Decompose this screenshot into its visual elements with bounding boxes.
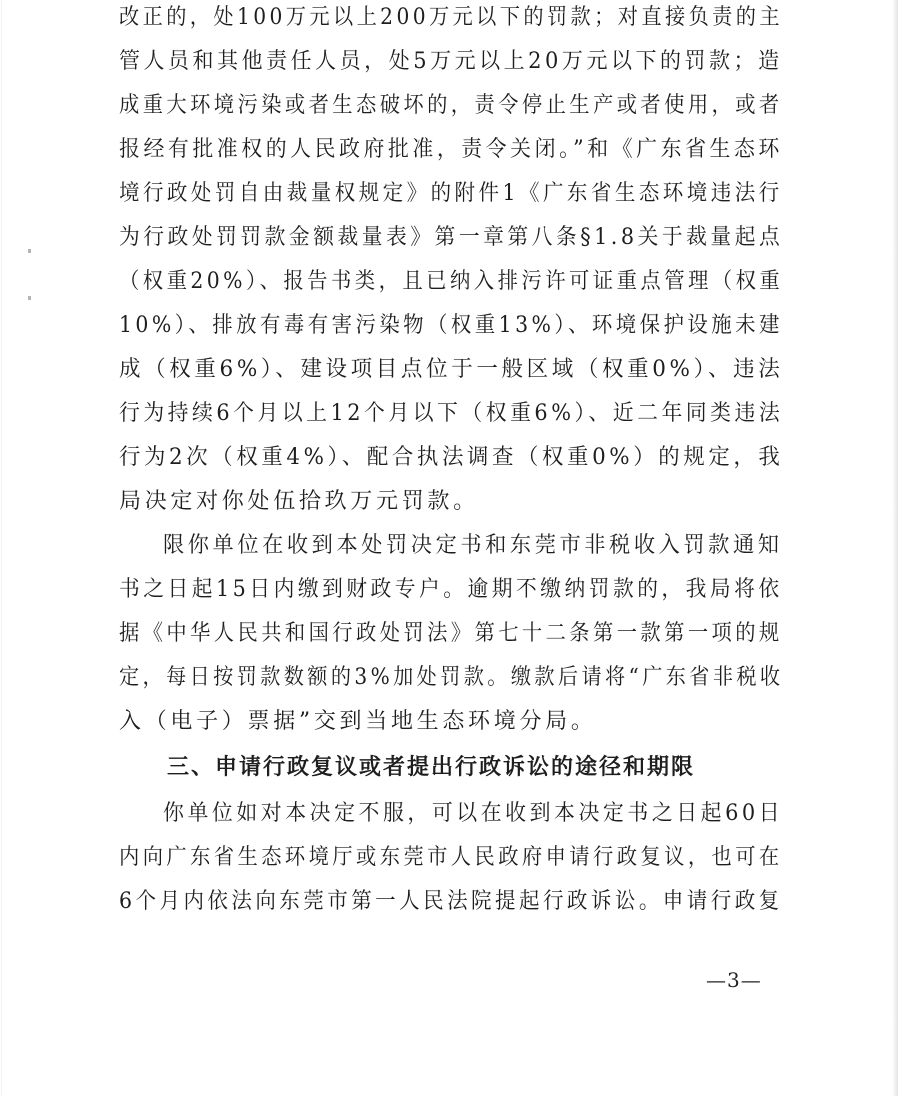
text-line: 管人员和其他责任人员，处5万元以上20万元以下的罚款；造: [119, 49, 783, 74]
text-line: 10%）、排放有毒有害污染物（权重13%）、环境保护设施未建: [119, 313, 783, 338]
paragraph-first-line: 你单位如对本决定不服，可以在收到本决定书之日起60日: [163, 801, 784, 826]
text-line: 内向广东省生态环境厅或东莞市人民政府申请行政复议，也可在: [119, 845, 783, 870]
text-line: 境行政处罚自由裁量权规定》的附件1《广东省生态环境违法行: [119, 181, 783, 206]
text-line: （权重20%）、报告书类，且已纳入排污许可证重点管理（权重: [119, 269, 784, 294]
section-heading: 三、申请行政复议或者提出行政诉讼的途径和期限: [167, 755, 696, 780]
text-line: 为行政处罚罚款金额裁量表》第一章第八条§1.8关于裁量起点: [119, 225, 784, 250]
text-line: 定，每日按罚款数额的3%加处罚款。缴款后请将“广东省非税收: [119, 665, 784, 690]
text-line: 报经有批准权的人民政府批准，责令关闭。”和《广东省生态环: [119, 137, 783, 162]
text-line: 入（电子）票据”交到当地生态环境分局。: [119, 709, 597, 734]
paragraph-first-line: 限你单位在收到本处罚决定书和东莞市非税收入罚款通知: [163, 533, 783, 558]
text-line: 改正的，处100万元以上200万元以下的罚款；对直接负责的主: [119, 5, 783, 30]
text-line: 成（权重6%）、建设项目点位于一般区域（权重0%）、违法: [119, 357, 784, 382]
page-number: —3—: [706, 968, 762, 992]
text-line: 据《中华人民共和国行政处罚法》第七十二条第一款第一项的规: [119, 621, 783, 646]
text-line: 6个月内依法向东莞市第一人民法院提起行政诉讼。申请行政复: [119, 889, 783, 914]
text-line: 行为持续6个月以上12个月以下（权重6%）、近二年同类违法: [119, 401, 784, 426]
text-line: 成重大环境污染或者生态破坏的，责令停止生产或者使用，或者: [119, 93, 783, 118]
scan-mark: [28, 249, 31, 253]
text-line: 局决定对你处伍拾玖万元罚款。: [119, 489, 479, 514]
scan-mark: [28, 296, 31, 300]
scan-edge-line: [1, 0, 2, 1096]
scan-edge-shadow: [892, 0, 898, 1096]
text-line: 书之日起15日内缴到财政专户。逾期不缴纳罚款的，我局将依: [119, 577, 783, 602]
text-line: 行为2次（权重4%）、配合执法调查（权重0%）的规定，我: [119, 445, 784, 470]
